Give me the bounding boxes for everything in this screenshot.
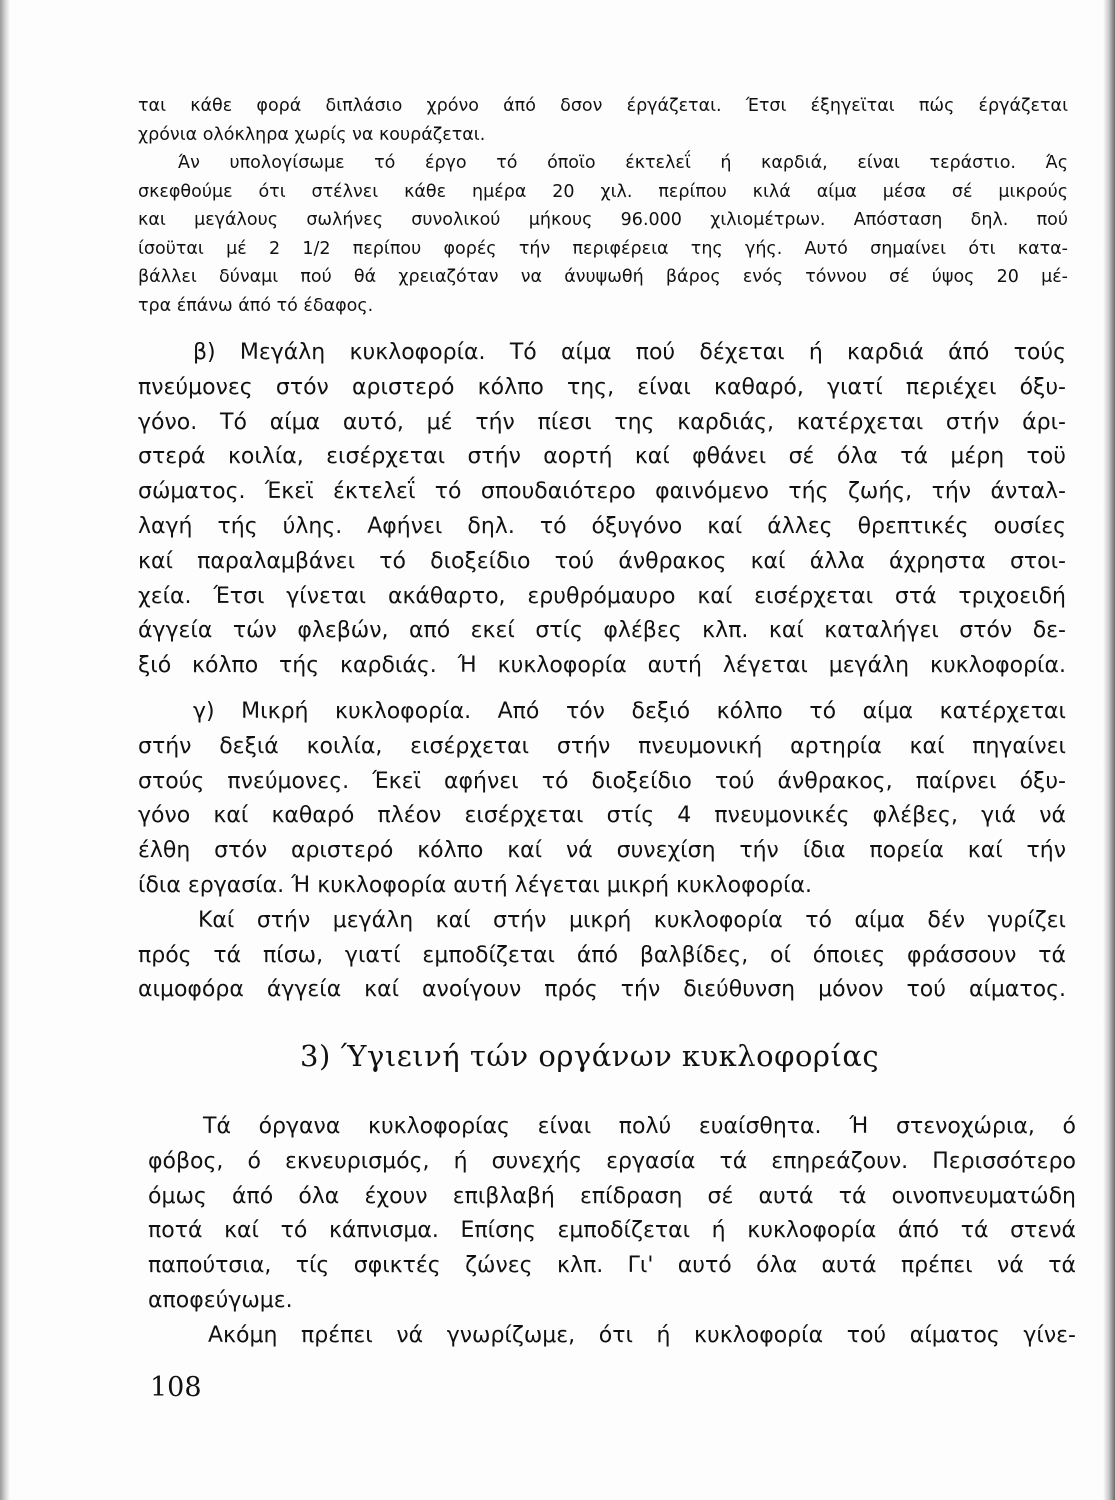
valves-line-3: αιμοφόρα άγγεία καί ανοίγουν πρός τήν διεύθυνση μόνον τού αίματος. <box>138 977 1066 1003</box>
intro-line-2: χρόνια ολόκληρα χωρίς να κουράζεται. <box>138 124 486 145</box>
hygiene-line-4: ποτά καί τό κάπνισμα. Επίσης εμποδίζεται ή κυκλοφορία άπό τά στενά <box>148 1218 1076 1244</box>
continuation-line: Ακόμη πρέπει νά γνωρίζωμε, ότι ή κυκλοφορία τού αίματος γίνε- <box>208 1322 1076 1348</box>
section-b-line-1: β) Μεγάλη κυκλοφορία. Τό αίμα πού δέχεται ή καρδιά άπό τούς <box>193 340 1066 365</box>
section-b-line-4: στερά κοιλία, εισέρχεται στήν αορτή καί φθάνει σέ όλα τά μέρη τοϋ <box>138 444 1066 470</box>
section-b-line-10: ξιό κόλπο τής καρδιάς. Ή κυκλοφορία αυτή λέγεται μεγάλη κυκλοφορία. <box>138 653 1066 679</box>
page-edge-shadow <box>1103 0 1115 1500</box>
valves-line-1: Καί στήν μεγάλη καί στήν μικρή κυκλοφορία τό αίμα δέν γυρίζει <box>198 907 1066 933</box>
hygiene-line-2: φόβος, ό εκνευρισμός, ή συνεχής εργασία τά επηρεάζουν. Περισσότερο <box>148 1148 1076 1174</box>
section-b-line-6: λαγή τής ύλης. Αφήνει δηλ. τό όξυγόνο καί άλλες θρεπτικές ουσίες <box>138 513 1066 539</box>
intro-line-7: βάλλει δύναμι πού θά χρειαζόταν να άνυψωθή βάρος ενός τόννου σέ ύψος 20 μέ- <box>138 267 1068 287</box>
hygiene-line-5: παπούτσια, τίς σφικτές ζώνες κλπ. Γι' αυτό όλα αυτά πρέπει νά τά <box>148 1253 1076 1279</box>
page-binding-shadow <box>0 0 10 1500</box>
section-c-line-5: έλθη στόν αριστερό κόλπο καί νά συνεχίση τήν ίδια πορεία καί τήν <box>138 838 1066 864</box>
section-c-line-4: γόνο καί καθαρό πλέον εισέρχεται στίς 4 πνευμονικές φλέβες, γιά νά <box>138 803 1066 829</box>
intro-line-4: σκεφθούμε ότι στέλνει κάθε ημέρα 20 χιλ. περίπου κιλά αίμα μέσα σέ μικρούς <box>138 181 1068 202</box>
section-c-line-6: ίδια εργασία. Ή κυκλοφορία αυτή λέγεται μικρή κυκλοφορία. <box>138 872 813 898</box>
section-c-line-3: στούς πνεύμονες. Έκεϊ αφήνει τό διοξείδιο τού άνθρακος, παίρνει όξυ- <box>138 768 1066 794</box>
lower-text-column <box>148 1110 1076 1354</box>
section-b-line-8: χεία. Έτσι γίνεται ακάθαρτο, ερυθρόμαυρο καί εισέρχεται στά τριχοειδή <box>138 583 1066 609</box>
upper-text-column <box>138 92 1076 1008</box>
hygiene-line-6: αποφεύγωμε. <box>148 1287 293 1313</box>
section-b-line-3: γόνο. Τό αίμα αυτό, μέ τήν πίεσι της καρδιάς, κατέρχεται στήν άρι- <box>138 409 1066 435</box>
intro-line-3: Άν υπολογίσωμε τό έργο τό όποϊο έκτελεΐ ή καρδιά, είναι τεράστιο. Άς <box>178 153 1068 173</box>
intro-line-8: τρα έπάνω άπό τό έδαφος. <box>138 295 374 316</box>
section-c-line-1: γ) Μικρή κυκλοφορία. Από τόν δεξιό κόλπο τό αίμα κατέρχεται <box>193 698 1066 724</box>
section-heading: 3) Ύγιεινή τών οργάνων κυκλοφορίας <box>300 1039 880 1073</box>
valves-line-2: πρός τά πίσω, γιατί εμποδίζεται άπό βαλβίδες, οί όποιες φράσσουν τά <box>138 942 1066 968</box>
hygiene-line-3: όμως άπό όλα έχουν επιβλαβή επίδραση σέ αυτά τά οινοπνευματώδη <box>148 1183 1076 1209</box>
section-c-line-2: στήν δεξιά κοιλία, εισέρχεται στήν πνευμονική αρτηρία καί πηγαίνει <box>138 733 1066 759</box>
intro-line-6: ίσοϋται μέ 2 1/2 περίπου φορές τήν περιφέρεια της γής. Αυτό σημαίνει ότι κατα- <box>138 238 1068 259</box>
section-b-line-7: καί παραλαμβάνει τό διοξείδιο τού άνθρακος καί άλλα άχρηστα στοι- <box>138 548 1066 574</box>
hygiene-line-1: Τά όργανα κυκλοφορίας είναι πολύ ευαίσθητα. Ή στενοχώρια, ό <box>203 1114 1076 1139</box>
intro-line-5: και μεγάλους σωλήνες συνολικού μήκους 96.000 χιλιομέτρων. Απόσταση δηλ. πού <box>138 210 1068 230</box>
section-b-line-5: σώματος. Έκεϊ έκτελεΐ τό σπουδαιότερο φαινόμενο τής ζωής, τήν άνταλ- <box>138 479 1066 505</box>
section-b-line-9: άγγεία τών φλεβών, από εκεί στίς φλέβες κλπ. καί καταλήγει στόν δε- <box>138 618 1066 644</box>
intro-line-1: ται κάθε φορά διπλάσιο χρόνο άπό δσον έργάζεται. Έτσι έξηγεϊται πώς έργάζεται <box>138 96 1068 116</box>
section-b-line-2: πνεύμονες στόν αριστερό κόλπο της, είναι καθαρό, γιατί περιέχει όξυ- <box>138 374 1066 400</box>
page-number: 108 <box>150 1372 202 1403</box>
